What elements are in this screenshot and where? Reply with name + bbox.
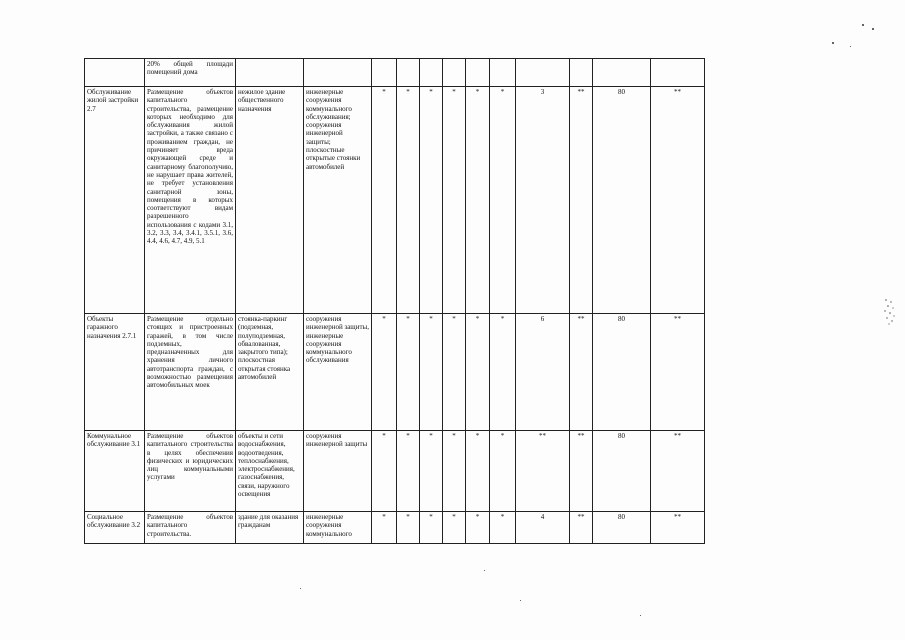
- cell-mark: *: [466, 431, 490, 512]
- cell-description: Размещение объектов капитального строительства, размещение которых необходимо для обслуживания жилой застройки, а также связано с проживанием граждан, не причиняет вреда окружающей среде и санитарному благополучию, не нарушает права жителей, не требует установления санитарной зоны, помещения в которых соответствуют видам разрешенного использования с кодами 3.1, 3.2, 3.3, 3.4, 3.4.1, 3.5.1, 3.6, 4.4, 4.6, 4.7, 4.9, 5.1: [145, 87, 236, 314]
- cell-value: **: [570, 431, 593, 512]
- cell-mark: *: [466, 512, 490, 544]
- cell-empty: [443, 59, 466, 87]
- cell-description: Размещение отдельно стоящих и пристроенных гаражей, в том числе подземных, предназначенных для хранения личного автотранспорта граждан, с возможностью размещения автомобильных моек: [145, 314, 236, 431]
- cell-floors: **: [516, 431, 570, 512]
- cell-mark: *: [420, 87, 443, 314]
- cell-empty: [420, 59, 443, 87]
- cell-mark: *: [443, 314, 466, 431]
- cell-aux: [304, 59, 372, 87]
- cell-mark: *: [490, 314, 516, 431]
- cell-mark: *: [490, 512, 516, 544]
- cell-aux: сооружения инженерной защиты: [304, 431, 372, 512]
- cell-value: **: [570, 87, 593, 314]
- cell-mark: *: [490, 87, 516, 314]
- cell-empty: [593, 59, 651, 87]
- cell-aux: сооружения инженерной защиты, инженерные сооружения коммунального обслуживания: [304, 314, 372, 431]
- cell-name: Объекты гаражного назначения 2.7.1: [85, 314, 145, 431]
- cell-floors: 4: [516, 512, 570, 544]
- table-row: [85, 314, 705, 431]
- cell-mark: *: [372, 512, 397, 544]
- cell-percent: 80: [593, 512, 651, 544]
- table-row: [85, 431, 705, 512]
- cell-mark: *: [372, 87, 397, 314]
- cell-aux: инженерные сооружения коммунального: [304, 512, 372, 544]
- table-row: [85, 59, 705, 87]
- scan-speck: [484, 570, 485, 571]
- cell-name: Коммунальное обслуживание 3.1: [85, 431, 145, 512]
- cell-mark: *: [420, 314, 443, 431]
- cell-mark: *: [466, 87, 490, 314]
- cell-main: стоянка-паркинг (подземная, полуподземная, обвалованная, закрытого типа); плоскостная открытая стоянка автомобилей: [236, 314, 304, 431]
- cell-empty: [490, 59, 516, 87]
- cell-empty: [516, 59, 570, 87]
- scan-speck: [872, 28, 874, 30]
- cell-mark: *: [372, 314, 397, 431]
- cell-percent: 80: [593, 87, 651, 314]
- cell-aux: инженерные сооружения коммунального обслуживания; сооружения инженерной защиты; плоскостные открытые стоянки автомобилей: [304, 87, 372, 314]
- cell-description: Размещение объектов капитального строительства.: [145, 512, 236, 544]
- cell-main: нежилое здание общественного назначения: [236, 87, 304, 314]
- cell-mark: *: [490, 431, 516, 512]
- cell-percent: 80: [593, 314, 651, 431]
- table-row: [85, 87, 705, 314]
- cell-value: **: [570, 314, 593, 431]
- cell-empty: [570, 59, 593, 87]
- scan-speck: [520, 600, 521, 601]
- cell-main: объекты и сети водоснабжения, водоотведения, теплоснабжения, электроснабжения, газоснабжения, связи, наружного освещения: [236, 431, 304, 512]
- cell-mark: *: [443, 431, 466, 512]
- cell-mark: *: [397, 87, 420, 314]
- cell-value: **: [651, 512, 705, 544]
- cell-value: **: [651, 431, 705, 512]
- cell-empty: [651, 59, 705, 87]
- cell-floors: 3: [516, 87, 570, 314]
- cell-value: **: [651, 87, 705, 314]
- cell-description: 20% общей площади помещений дома: [145, 59, 236, 87]
- scan-speck: [862, 24, 864, 26]
- scan-noise: [883, 296, 897, 326]
- cell-mark: *: [397, 512, 420, 544]
- cell-mark: *: [420, 431, 443, 512]
- scan-speck: [300, 588, 301, 589]
- cell-description: Размещение объектов капитального строительства в целях обеспечения физических и юридических лиц коммунальными услугами: [145, 431, 236, 512]
- scan-speck: [850, 46, 851, 47]
- cell-empty: [397, 59, 420, 87]
- cell-mark: *: [420, 512, 443, 544]
- table-row: [85, 512, 705, 544]
- scan-speck: [640, 615, 641, 616]
- cell-name: Обслуживание жилой застройки 2.7: [85, 87, 145, 314]
- cell-mark: *: [466, 314, 490, 431]
- cell-percent: 80: [593, 431, 651, 512]
- zoning-regulations-table: [84, 58, 705, 544]
- cell-value: **: [570, 512, 593, 544]
- cell-mark: *: [443, 512, 466, 544]
- cell-empty: [372, 59, 397, 87]
- cell-name: Социальное обслуживание 3.2: [85, 512, 145, 544]
- cell-mark: *: [397, 314, 420, 431]
- cell-main: здание для оказания гражданам: [236, 512, 304, 544]
- cell-empty: [466, 59, 490, 87]
- cell-mark: *: [443, 87, 466, 314]
- cell-value: **: [651, 314, 705, 431]
- cell-mark: *: [372, 431, 397, 512]
- cell-mark: *: [397, 431, 420, 512]
- cell-main: [236, 59, 304, 87]
- cell-name: [85, 59, 145, 87]
- scan-speck: [832, 42, 834, 44]
- cell-floors: 6: [516, 314, 570, 431]
